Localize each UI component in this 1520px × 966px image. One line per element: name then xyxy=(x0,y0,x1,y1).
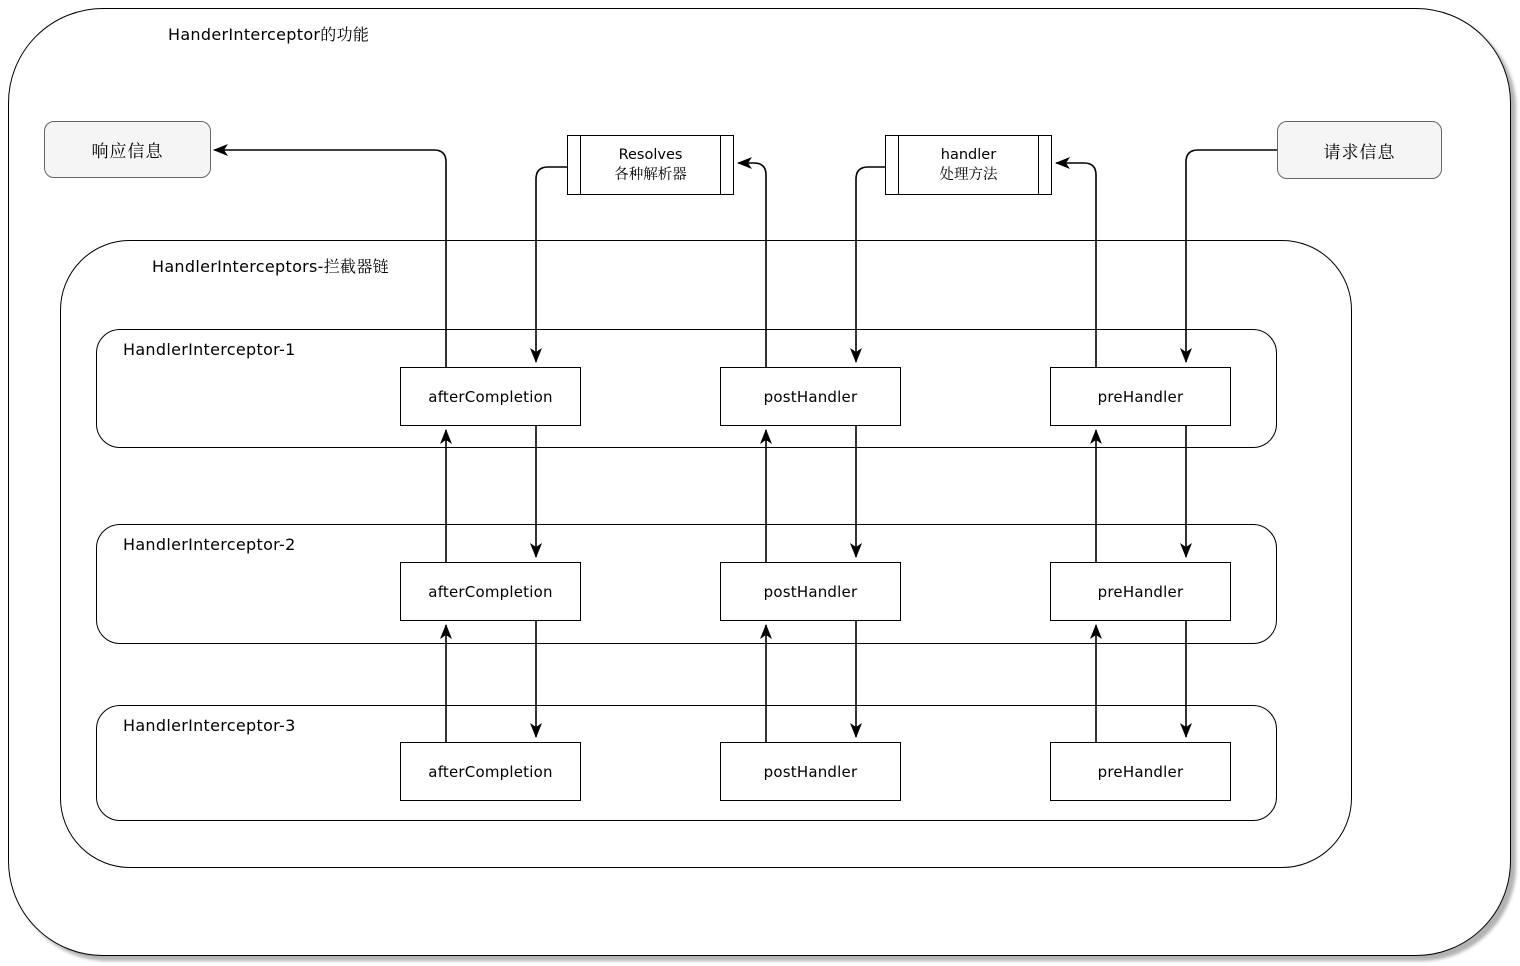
diagram-title: HanderInterceptor的功能 xyxy=(168,25,370,44)
prehandler-label-1: preHandler xyxy=(1097,387,1184,406)
aftercompletion-label-1: afterCompletion xyxy=(428,387,553,406)
aftercompletion-box-2 xyxy=(400,562,581,621)
posthandler-label-1: postHandler xyxy=(763,387,858,406)
chain-label: HandlerInterceptors-拦截器链 xyxy=(152,257,389,276)
interceptor-3-label: HandlerInterceptor-3 xyxy=(123,716,296,735)
resolves-line1: Resolves xyxy=(618,147,683,163)
resolves-process-node xyxy=(567,135,734,195)
resolves-line2: 各种解析器 xyxy=(614,167,687,183)
posthandler-label-3: postHandler xyxy=(763,762,858,781)
prehandler-box-3 xyxy=(1050,742,1231,801)
interceptor-2-label: HandlerInterceptor-2 xyxy=(123,535,296,554)
posthandler-box-1 xyxy=(720,367,901,426)
request-info-label: 请求信息 xyxy=(1323,142,1396,163)
handler-process-node xyxy=(885,135,1052,195)
request-info-node xyxy=(1277,121,1442,179)
handler-line1: handler xyxy=(940,147,997,163)
posthandler-box-2 xyxy=(720,562,901,621)
posthandler-label-2: postHandler xyxy=(763,582,858,601)
posthandler-box-3 xyxy=(720,742,901,801)
aftercompletion-label-2: afterCompletion xyxy=(428,582,553,601)
response-info-node xyxy=(44,121,211,178)
interceptor-1-label: HandlerInterceptor-1 xyxy=(123,340,296,359)
prehandler-box-2 xyxy=(1050,562,1231,621)
prehandler-box-1 xyxy=(1050,367,1231,426)
aftercompletion-label-3: afterCompletion xyxy=(428,762,553,781)
prehandler-label-3: preHandler xyxy=(1097,762,1184,781)
handler-line2: 处理方法 xyxy=(939,167,998,183)
aftercompletion-box-3 xyxy=(400,742,581,801)
response-info-label: 响应信息 xyxy=(91,142,164,162)
aftercompletion-box-1 xyxy=(400,367,581,426)
prehandler-label-2: preHandler xyxy=(1097,582,1184,601)
